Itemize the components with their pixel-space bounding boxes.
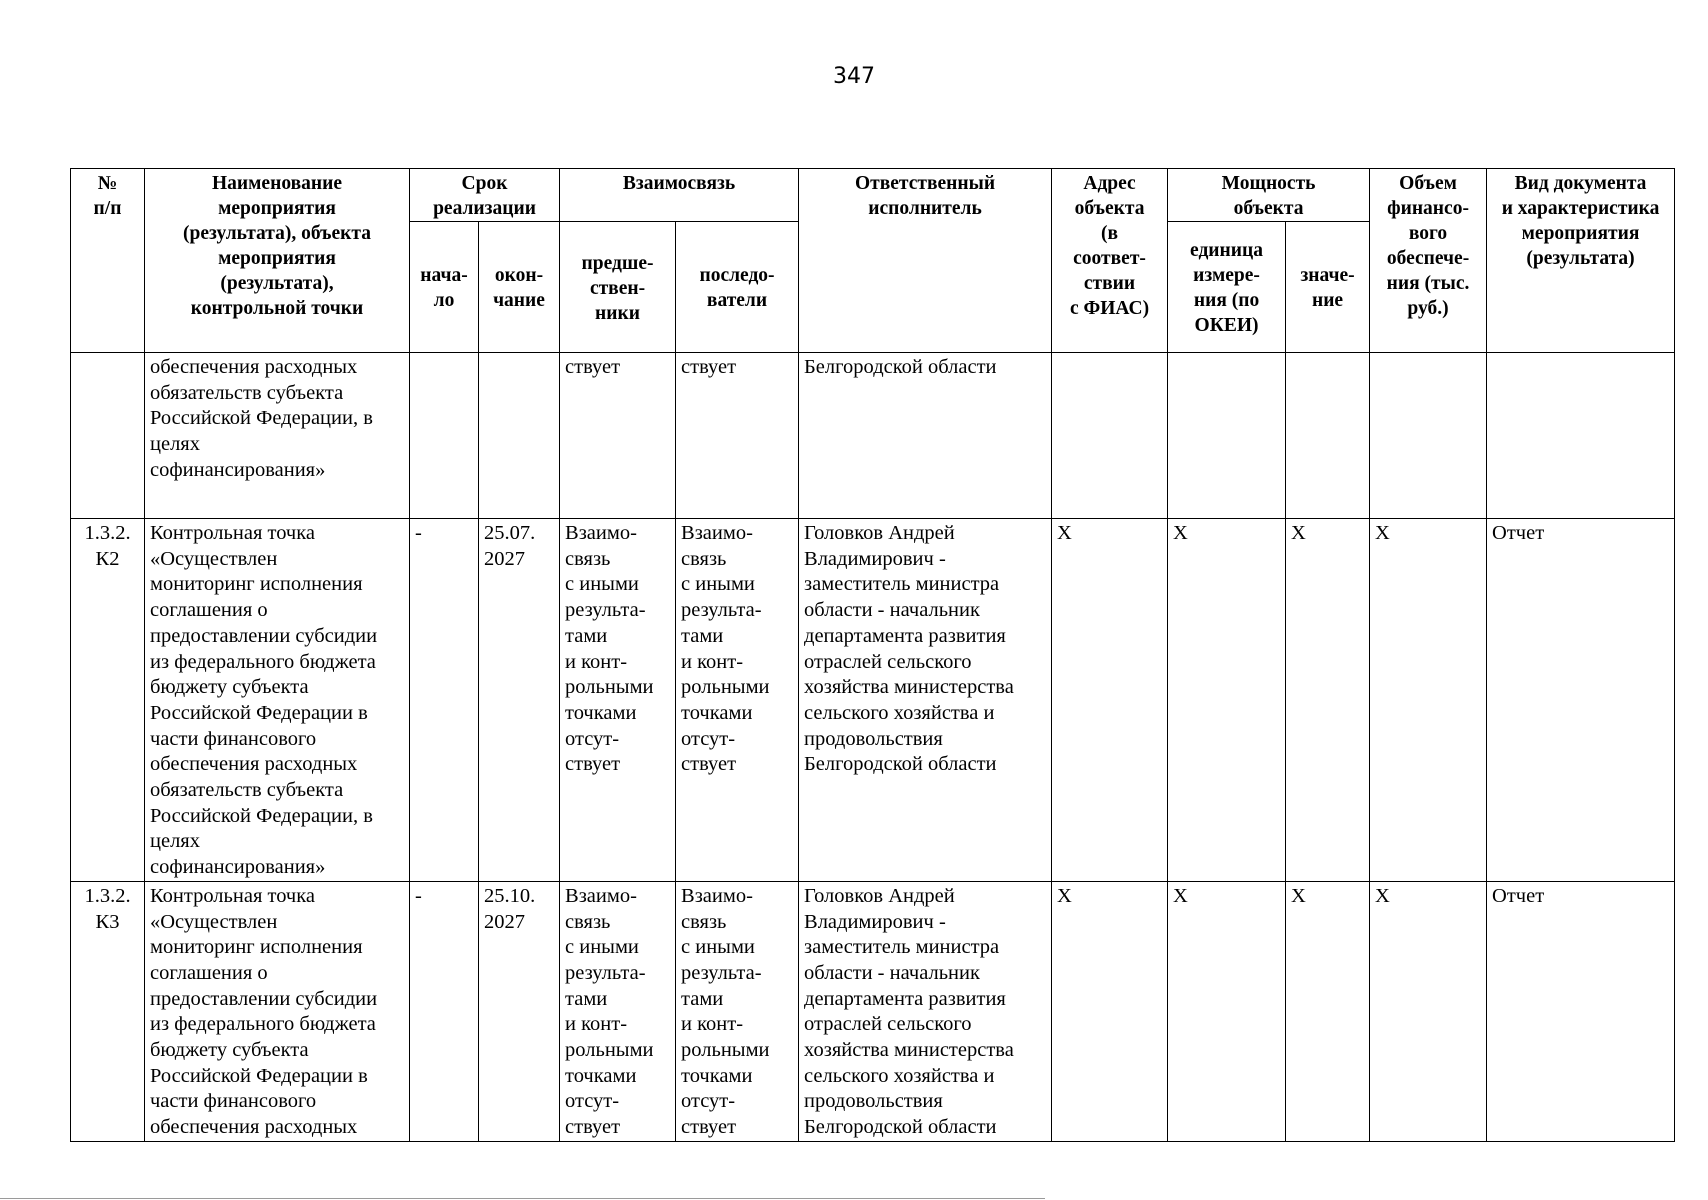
cell-line: ло (433, 290, 455, 311)
cell-line: Контрольная точка (150, 522, 315, 544)
cell-line: 1.3.2. (84, 884, 131, 907)
cell-end (479, 353, 560, 519)
cell-line: ствует (681, 1116, 737, 1139)
cell-line: результа- (565, 961, 646, 984)
cell-line: из федерального бюджета (150, 1013, 376, 1036)
cell-line: Головков Андрей (804, 522, 955, 544)
cell-line: мероприятия (1521, 223, 1640, 244)
cell-line: Наименование (212, 173, 342, 194)
header-power-unit (1168, 222, 1286, 353)
cell-line: с иными (681, 936, 755, 959)
header-link-prev (560, 222, 676, 353)
cell-line: измере- (1193, 265, 1260, 286)
cell-line: Отчет (1492, 522, 1545, 544)
cell-line: Головков Андрей (804, 884, 955, 907)
cell-line: точками (565, 701, 637, 724)
cell-line: сельского хозяйства и (804, 701, 995, 724)
cell-line: контрольной точки (190, 298, 364, 319)
cell-line: К2 (95, 547, 120, 570)
cell-line: (результата) (1526, 248, 1635, 269)
cell-line: Срок (461, 173, 508, 194)
cell-line: ватели (706, 290, 768, 311)
cell-line: результа- (565, 599, 646, 622)
cell-line: департамента развития (804, 987, 1006, 1010)
cell-line: исполнитель (868, 198, 982, 219)
cell-line: мониторинг исполнения (150, 936, 363, 959)
cell-successors (676, 881, 799, 1141)
cell-number (71, 881, 145, 1141)
cell-line: соглашения о (150, 599, 268, 622)
table-row (71, 881, 1675, 1141)
cell-line: ния (тыс. (1386, 273, 1470, 294)
cell-line: связь (565, 547, 611, 570)
header-document (1487, 169, 1675, 353)
cell-financing (1370, 881, 1487, 1141)
cell-line: департамента развития (804, 624, 1006, 647)
cell-line: Ответственный (854, 173, 996, 194)
cell-line: «Осуществлен (150, 547, 278, 570)
cell-line: отсут- (681, 727, 736, 750)
cell-line: руб.) (1407, 298, 1449, 319)
cell-document (1487, 353, 1675, 519)
cell-line: отраслей сельского (804, 1013, 972, 1036)
cell-line: рольными (681, 676, 770, 699)
cell-line: Российской Федерации в (150, 701, 368, 724)
cell-line: 2027 (484, 910, 525, 933)
cell-line: X (1291, 884, 1306, 907)
table-row (71, 519, 1675, 882)
cell-line: обеспечения расходных (150, 1116, 358, 1139)
activity-table (70, 168, 1675, 1142)
cell-line: чание (493, 290, 545, 311)
cell-line: К3 (95, 910, 120, 933)
cell-line: X (1375, 884, 1390, 907)
cell-line: тами (681, 987, 724, 1010)
cell-line: Взаимосвязь (622, 173, 736, 194)
cell-address (1052, 519, 1168, 882)
cell-line: ствует (681, 753, 737, 776)
cell-line: точками (565, 1064, 637, 1087)
cell-line: отсут- (681, 1090, 736, 1113)
header-number (71, 169, 145, 353)
cell-line: Отчет (1492, 884, 1545, 907)
cell-line: ники (595, 302, 640, 324)
table-row (71, 353, 1675, 519)
cell-line: обязательств субъекта (150, 779, 344, 802)
cell-line: Российской Федерации в (150, 1064, 368, 1087)
cell-line: ние (1311, 290, 1344, 311)
cell-line: значе- (1300, 265, 1355, 286)
cell-line: предоставлении субсидии (150, 624, 378, 647)
cell-start (410, 519, 479, 882)
cell-line: целях (150, 433, 200, 456)
cell-line: бюджету субъекта (150, 1039, 309, 1062)
cell-line: точками (681, 701, 753, 724)
cell-line: точками (681, 1064, 753, 1087)
cell-line: ствует (565, 1116, 621, 1139)
header-financing (1370, 169, 1487, 353)
header-responsible (799, 169, 1052, 353)
cell-line: Вид документа (1514, 173, 1647, 194)
cell-successors (676, 519, 799, 882)
cell-line: и характеристика (1501, 198, 1660, 219)
cell-line: Взаимо- (681, 522, 753, 544)
cell-line: с иными (681, 573, 755, 596)
cell-line: области - начальник (804, 599, 980, 622)
cell-line: продовольствия (804, 727, 943, 750)
cell-value (1286, 881, 1370, 1141)
cell-line: обеспечения расходных (150, 356, 358, 378)
cell-line: 25.10. (484, 884, 536, 907)
cell-line: 1.3.2. (84, 522, 131, 544)
cell-unit (1168, 353, 1286, 519)
cell-line: ствует (681, 356, 737, 378)
cell-line: объекта (1074, 198, 1145, 219)
cell-line: Владимирович - (804, 547, 946, 570)
cell-line: софинансирования» (150, 458, 326, 481)
cell-responsible (799, 353, 1052, 519)
cell-start (410, 353, 479, 519)
page-number: 347 (833, 64, 875, 89)
cell-line: мероприятия (218, 198, 336, 219)
cell-line: вого (1408, 223, 1448, 244)
header-name (145, 169, 410, 353)
cell-line: Взаимо- (565, 884, 637, 907)
cell-line: Российской Федерации, в (150, 804, 373, 827)
cell-number (71, 519, 145, 882)
cell-line: связь (681, 547, 727, 570)
cell-line: нача- (420, 265, 468, 286)
bottom-rule (0, 1198, 1045, 1199)
cell-line: реализации (433, 198, 536, 219)
cell-line: заместитель министра (804, 936, 1000, 959)
cell-responsible (799, 519, 1052, 882)
cell-line: соглашения о (150, 961, 268, 984)
cell-line: рольными (565, 1039, 654, 1062)
cell-successors (676, 353, 799, 519)
header-power (1168, 169, 1370, 222)
cell-line: мониторинг исполнения (150, 573, 363, 596)
cell-financing (1370, 519, 1487, 882)
cell-line: части финансового (150, 1090, 317, 1113)
cell-line: (результата), объекта (183, 223, 371, 244)
cell-line: ствует (565, 356, 621, 378)
cell-line: обеспече- (1386, 248, 1470, 269)
cell-value (1286, 519, 1370, 882)
cell-predecessors (560, 353, 676, 519)
cell-line: единица (1190, 240, 1264, 261)
cell-line: хозяйства министерства (804, 676, 1014, 699)
cell-line: рольными (565, 676, 654, 699)
cell-start (410, 881, 479, 1141)
cell-unit (1168, 881, 1286, 1141)
cell-line: и конт- (565, 1013, 628, 1036)
cell-line: X (1057, 522, 1072, 544)
cell-line: обеспечения расходных (150, 753, 358, 776)
cell-line: бюджету субъекта (150, 676, 309, 699)
cell-line: ОКЕИ) (1194, 315, 1259, 336)
header-term-end (479, 222, 560, 353)
cell-line: ствует (565, 753, 621, 776)
header-term-start (410, 222, 479, 353)
cell-line: и конт- (681, 650, 744, 673)
cell-name (145, 353, 410, 519)
cell-line: 2027 (484, 547, 525, 570)
cell-line: п/п (93, 198, 122, 219)
cell-line: Взаимо- (681, 884, 753, 907)
cell-line: результа- (681, 961, 762, 984)
cell-line: тами (681, 624, 724, 647)
cell-line: связь (565, 910, 611, 933)
cell-financing (1370, 353, 1487, 519)
cell-line: из федерального бюджета (150, 650, 376, 673)
cell-address (1052, 881, 1168, 1141)
cell-line: X (1057, 884, 1072, 907)
cell-line: отраслей сельского (804, 650, 972, 673)
cell-predecessors (560, 881, 676, 1141)
cell-line: Мощность (1221, 173, 1316, 194)
header-link (560, 169, 799, 222)
cell-line: рольными (681, 1039, 770, 1062)
cell-line: Белгородской области (804, 1116, 997, 1139)
cell-line: с ФИАС) (1069, 298, 1150, 319)
cell-line: «Осуществлен (150, 910, 278, 933)
cell-line: Объем (1399, 173, 1457, 194)
cell-line: с иными (565, 573, 639, 596)
cell-line: Владимирович - (804, 910, 946, 933)
cell-line: и конт- (681, 1013, 744, 1036)
cell-line: (результата), (220, 273, 334, 294)
cell-end (479, 881, 560, 1141)
cell-line: предоставлении субсидии (150, 987, 378, 1010)
cell-line: объекта (1233, 198, 1304, 219)
cell-name (145, 519, 410, 882)
cell-line: последо- (699, 265, 775, 286)
cell-unit (1168, 519, 1286, 882)
cell-line: - (415, 522, 422, 544)
cell-line: отсут- (565, 1090, 620, 1113)
cell-line: Взаимо- (565, 522, 637, 544)
cell-line: предше- (581, 252, 654, 274)
cell-number (71, 353, 145, 519)
cell-line: ствен- (589, 277, 646, 299)
cell-line: области - начальник (804, 961, 980, 984)
cell-value (1286, 353, 1370, 519)
cell-document (1487, 881, 1675, 1141)
cell-line: Контрольная точка (150, 884, 315, 907)
cell-document (1487, 519, 1675, 882)
cell-line: № (97, 173, 118, 194)
cell-line: соответ- (1073, 248, 1146, 269)
cell-address (1052, 353, 1168, 519)
cell-line: заместитель министра (804, 573, 1000, 596)
cell-line: хозяйства министерства (804, 1039, 1014, 1062)
header-address (1052, 169, 1168, 353)
cell-line: с иными (565, 936, 639, 959)
cell-line: результа- (681, 599, 762, 622)
cell-line: Белгородской области (804, 356, 997, 378)
cell-line: Белгородской области (804, 753, 997, 776)
header-term (410, 169, 560, 222)
cell-line: целях (150, 830, 200, 853)
cell-line: X (1173, 884, 1188, 907)
header-link-next (676, 222, 799, 353)
cell-line: X (1173, 522, 1188, 544)
cell-line: обязательств субъекта (150, 381, 344, 404)
cell-predecessors (560, 519, 676, 882)
cell-line: Адрес (1083, 173, 1136, 194)
cell-line: X (1291, 522, 1306, 544)
cell-line: тами (565, 624, 608, 647)
header-power-value (1286, 222, 1370, 353)
cell-line: части финансового (150, 727, 317, 750)
cell-line: мероприятия (218, 248, 336, 269)
cell-line: и конт- (565, 650, 628, 673)
cell-line: - (415, 884, 422, 907)
cell-line: ния (по (1193, 290, 1260, 311)
cell-line: сельского хозяйства и (804, 1064, 995, 1087)
cell-line: X (1375, 522, 1390, 544)
cell-line: связь (681, 910, 727, 933)
cell-name (145, 881, 410, 1141)
cell-line: 25.07. (484, 522, 536, 544)
cell-line: продовольствия (804, 1090, 943, 1113)
cell-line: окон- (494, 265, 544, 286)
cell-line: отсут- (565, 727, 620, 750)
cell-end (479, 519, 560, 882)
cell-line: Российской Федерации, в (150, 407, 373, 430)
cell-line: ствии (1083, 273, 1136, 294)
cell-responsible (799, 881, 1052, 1141)
cell-line: софинансирования» (150, 856, 326, 879)
cell-line: (в (1101, 223, 1119, 244)
cell-line: финансо- (1387, 198, 1469, 219)
cell-line: тами (565, 987, 608, 1010)
